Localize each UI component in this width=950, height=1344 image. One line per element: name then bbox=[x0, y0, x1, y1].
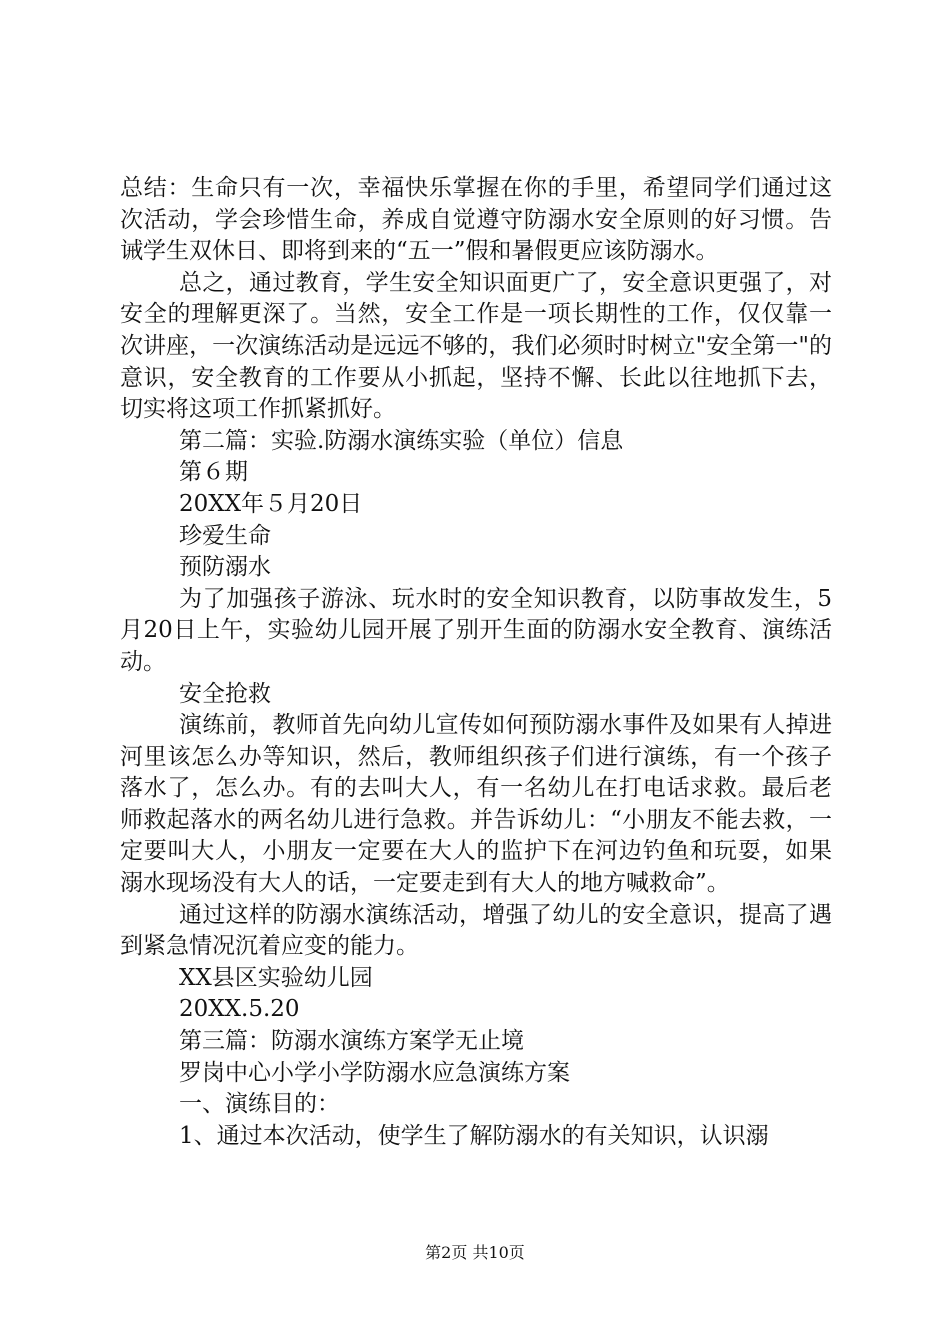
page-number-label: 第2页 共10页 bbox=[425, 1243, 525, 1262]
paragraph-conclusion: 总之，通过教育，学生安全知识面更广了，安全意识更强了，对安全的理解更深了。当然，安全工作是一项长期性的工作，仅仅靠一次讲座，一次演练活动是远远不够的，我们必须时时树立"安全第一"的意识，安全教育的工作要从小抓起，坚持不懈、长此以往地抓下去，切实将这项工作抓紧抓好。 bbox=[120, 269, 832, 423]
subtitle-cherish-life: 珍爱生命 bbox=[179, 522, 271, 549]
issue-number: 第６期 bbox=[179, 459, 248, 486]
section-heading-part-two: 第二篇：实验.防溺水演练实验（单位）信息 bbox=[179, 427, 624, 454]
section-heading-part-three: 第三篇：防溺水演练方案学无止境 bbox=[179, 1028, 524, 1055]
document-body bbox=[120, 173, 832, 1152]
heading-drill-purpose: 一、演练目的： bbox=[179, 1091, 340, 1118]
signature-date: 20XX.5.20 bbox=[179, 996, 300, 1023]
paragraph-drill-result: 通过这样的防溺水演练活动，增强了幼儿的安全意识，提高了遇到紧急情况沉着应变的能力。 bbox=[120, 901, 832, 960]
subtitle-safety-rescue: 安全抢救 bbox=[179, 680, 271, 707]
list-item-purpose-1: 1、通过本次活动，使学生了解防溺水的有关知识，认识溺 bbox=[179, 1122, 769, 1149]
paragraph-drill-process: 演练前，教师首先向幼儿宣传如何预防溺水事件及如果有人掉进河里该怎么办等知识，然后，教师组织孩子们进行演练，有一个孩子落水了，怎么办。有的去叫大人，有一名幼儿在打电话求救。最后老师救起落水的两名幼儿进行急救。并告诉幼儿：“小朋友不能去救，一定要叫大人，小朋友一定要在大人的监护下在河边钓鱼和玩耍，如果溺水现场没有大人的话，一定要走到有大人的地方喊救命”。 bbox=[120, 712, 832, 897]
plan-title: 罗岗中心小学小学防溺水应急演练方案 bbox=[179, 1059, 570, 1086]
page-footer bbox=[0, 1243, 950, 1263]
issue-date: 20XX年５月20日 bbox=[179, 490, 363, 517]
paragraph-summary: 总结：生命只有一次，幸福快乐掌握在你的手里，希望同学们通过这次活动，学会珍惜生命，养成自觉遵守防溺水安全原则的好习惯。告诫学生双休日、即将到来的“五一”假和暑假更应该防溺水。 bbox=[120, 175, 832, 265]
paragraph-intro: 为了加强孩子游泳、玩水时的安全知识教育，以防事故发生，5月20日上午，实验幼儿园开展了别开生面的防溺水安全教育、演练活动。 bbox=[120, 585, 832, 675]
organization-name: XX县区实验幼儿园 bbox=[179, 964, 373, 991]
subtitle-prevent-drowning: 预防溺水 bbox=[179, 554, 271, 581]
